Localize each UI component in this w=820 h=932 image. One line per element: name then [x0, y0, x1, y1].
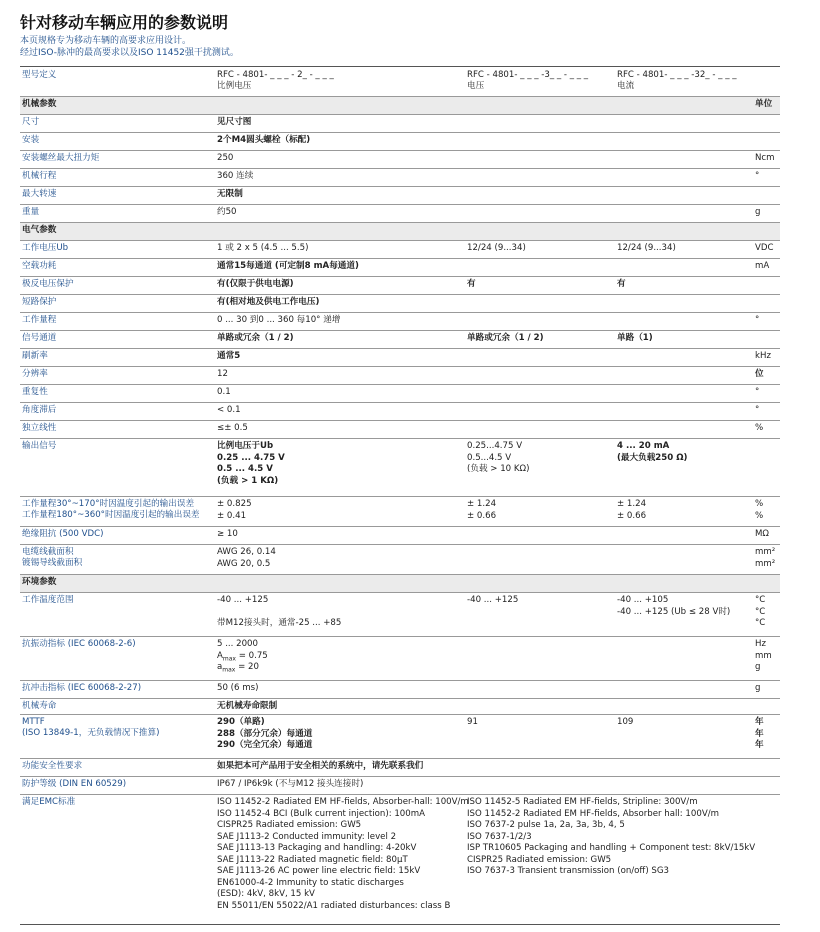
value-c1: CISPR25 Radiated emission: GW5 [217, 820, 362, 830]
row-rule [20, 758, 780, 759]
page-title: 针对移动车辆应用的参数说明 [20, 13, 229, 32]
param-label: 工作电压Ub [22, 243, 69, 253]
value-c1: 290（完全冗余）每通道 [217, 740, 313, 750]
value-c3: 有 [617, 279, 626, 289]
value-c1: IP67 / IP6k9k (不与M12 接头连接时) [217, 779, 364, 789]
section-band [20, 223, 780, 240]
value-c1: 0.1 [217, 387, 231, 397]
row-rule [20, 438, 780, 439]
row-rule [20, 714, 780, 715]
value-c2: ISP TR10605 Packaging and handling + Component test: 8kV/15kV [467, 843, 756, 853]
unit-cell: ° [755, 171, 760, 181]
value-c1: 通常5 [217, 351, 241, 361]
row-rule [20, 698, 780, 699]
value-c1: 1 或 2 x 5 (4.5 ... 5.5) [217, 243, 309, 253]
unit-cell: g [755, 207, 761, 217]
row-rule [20, 114, 780, 115]
value-c1: 360 连续 [217, 171, 254, 181]
unit-cell: ° [755, 387, 760, 397]
unit-cell: g [755, 683, 761, 693]
value-c2: CISPR25 Radiated emission: GW5 [467, 854, 612, 865]
value-c2: 12/24 (9...34) [467, 243, 526, 253]
unit-cell: 年 [755, 717, 764, 727]
row-rule [20, 186, 780, 187]
param-label: 信号通道 [22, 333, 57, 343]
unit-cell: mm² [755, 547, 776, 557]
unit-cell: 年 [755, 728, 764, 739]
unit-cell: Hz [755, 639, 766, 649]
row-rule [20, 168, 780, 169]
param-label: 安装螺丝最大扭力矩 [22, 153, 100, 163]
param-label: 绝缘阻抗 (500 VDC) [22, 529, 104, 539]
row-rule [20, 150, 780, 151]
value-c1: ISO 11452-2 Radiated EM HF-fields, Absorber-hall: 100V/m [217, 797, 469, 807]
param-label: 角度滞后 [22, 405, 57, 415]
row-rule [20, 348, 780, 349]
row-rule [20, 636, 780, 637]
value-c1: EN61000-4-2 Immunity to static discharges [217, 877, 404, 888]
param-label: 极反电压保护 [22, 279, 74, 289]
header-col3-line: 电流 [617, 81, 635, 91]
value-c2: -40 ... +125 [467, 595, 519, 605]
value-c1: 0.25 ... 4.75 V [217, 452, 285, 463]
unit-cell: mm² [755, 558, 776, 569]
table-bottom-rule [20, 924, 780, 925]
header-col1-line: 比例电压 [217, 81, 252, 91]
row-rule [20, 526, 780, 527]
param-label: 机械寿命 [22, 701, 57, 711]
param-label: 机械行程 [22, 171, 57, 181]
value-c1: 通常15每通道 (可定制8 mA每通道) [217, 261, 359, 271]
value-c2: ISO 7637-1/2/3 [467, 831, 532, 842]
value-c3: ± 0.66 [617, 510, 647, 521]
header-col1-line: RFC - 4801- _ _ _ - 2_ - _ _ _ [217, 70, 334, 80]
value-c2: 有 [467, 279, 476, 289]
value-c3: ± 1.24 [617, 499, 647, 509]
param-label: 输出信号 [22, 441, 57, 451]
value-c1: 2个M4圆头螺栓（标配) [217, 135, 311, 145]
value-c1: SAE J1113-13 Packaging and handling: 4-20kV [217, 843, 417, 853]
row-rule [20, 420, 780, 421]
section-band [20, 97, 780, 114]
header-top-rule [20, 66, 780, 67]
row-rule [20, 258, 780, 259]
param-label: 抗冲击指标 (IEC 60068-2-27) [22, 683, 142, 693]
unit-cell: °C [755, 595, 766, 605]
value-c3: 单路（1) [617, 333, 653, 343]
value-c1: 0 ... 30 到0 ... 360 每10° 递增 [217, 315, 341, 325]
param-label: (ISO 13849-1，无负载情况下推算) [22, 728, 160, 738]
unit-cell: ° [755, 315, 760, 325]
param-label: 刷新率 [22, 351, 48, 361]
value-c1: $a_{max} = 20$ [217, 662, 259, 674]
value-c1: 50 (6 ms) [217, 683, 259, 693]
unit-cell: % [755, 499, 764, 509]
param-label: 重复性 [22, 387, 48, 397]
row-rule [20, 204, 780, 205]
value-c1: 0.5 ... 4.5 V [217, 464, 273, 474]
unit-cell: 位 [755, 369, 764, 379]
param-label: 尺寸 [22, 117, 40, 127]
row-rule [20, 592, 780, 593]
row-rule [20, 496, 780, 497]
param-label: 工作量程30°~170°时因温度引起的输出误差 [22, 499, 195, 509]
value-c1: SAE J1113-26 AC power line electric field: 15kV [217, 866, 421, 876]
row-rule [20, 776, 780, 777]
value-c1: -40 ... +125 [217, 595, 269, 605]
param-label: 工作量程 [22, 315, 57, 325]
unit-cell: 单位 [755, 99, 773, 109]
param-label: 防护等级 (DIN EN 60529) [22, 779, 127, 789]
value-c1: 如果把本可产品用于安全相关的系统中，请先联系我们 [217, 761, 424, 771]
value-c1: 288（部分冗余）每通道 [217, 728, 313, 739]
param-label: 最大转速 [22, 189, 57, 199]
value-c2: ISO 7637-2 pulse 1a, 2a, 3a, 3b, 4, 5 [467, 820, 625, 830]
param-label: 满足EMC标准 [22, 797, 76, 807]
unit-cell: % [755, 423, 764, 433]
value-c3: 4 ... 20 mA [617, 441, 670, 451]
intro-line: 本页规格专为移动车辆的高要求应用设计。 [20, 36, 192, 46]
value-c2: ± 1.24 [467, 499, 497, 509]
unit-cell: mm [755, 650, 772, 661]
value-c1: 5 ... 2000 [217, 639, 258, 649]
param-label: 重量 [22, 207, 40, 217]
value-c1: AWG 26, 0.14 [217, 547, 276, 557]
value-c2: ISO 11452-5 Radiated EM HF-fields, Stripline: 300V/m [467, 797, 698, 807]
value-c1: (ESD): 4kV, 8kV, 15 kV [217, 889, 315, 899]
value-c1: 250 [217, 153, 234, 163]
unit-cell: °C [755, 618, 766, 628]
header-col3-line: RFC - 4801- _ _ _ -32_ - _ _ _ [617, 70, 737, 80]
value-c1: 单路或冗余（1 / 2) [217, 333, 294, 343]
param-label: 镀锡导线截面积 [22, 558, 83, 568]
value-c2: ± 0.66 [467, 510, 497, 521]
unit-cell: mA [755, 261, 770, 271]
value-c1: ≥ 10 [217, 529, 238, 539]
row-rule [20, 366, 780, 367]
unit-cell: g [755, 662, 761, 672]
row-rule [20, 680, 780, 681]
value-c1: 无机械寿命限制 [217, 701, 278, 711]
unit-cell: 年 [755, 740, 764, 750]
value-c3: 109 [617, 717, 634, 727]
intro-line: 经过ISO-脉冲的最高要求以及ISO 11452强干扰测试。 [20, 48, 239, 58]
value-c1: AWG 20, 0.5 [217, 558, 271, 569]
value-c2: ISO 7637-3 Transient transmission (on/off) SG3 [467, 866, 670, 876]
param-label: 分辨率 [22, 369, 48, 379]
value-c2: 0.5...4.5 V [467, 452, 512, 463]
unit-cell: Ncm [755, 153, 775, 163]
section-band [20, 575, 780, 592]
row-rule [20, 544, 780, 545]
value-c1: 带M12接头时，通常-25 ... +85 [217, 618, 342, 628]
param-label: 电缆线截面积 [22, 547, 74, 557]
param-label: 空载功耗 [22, 261, 57, 271]
section-heading: 机械参数 [22, 99, 57, 109]
value-c2: ISO 11452-2 Radiated EM HF-fields, Absorber hall: 100V/m [467, 808, 719, 819]
row-rule [20, 294, 780, 295]
unit-cell: VDC [755, 243, 774, 253]
value-c1: 无限制 [217, 189, 243, 199]
value-c1: < 0.1 [217, 405, 241, 415]
value-c1: ± 0.41 [217, 510, 247, 521]
value-c1: SAE J1113-2 Conducted immunity: level 2 [217, 831, 397, 842]
value-c1: SAE J1113-22 Radiated magnetic field: 80μT [217, 854, 408, 865]
row-rule [20, 240, 780, 241]
value-c3: 12/24 (9...34) [617, 243, 676, 253]
row-rule [20, 384, 780, 385]
param-label: 工作温度范围 [22, 595, 74, 605]
value-c1: ISO 11452-4 BCI (Bulk current injection): 100mA [217, 808, 425, 819]
unit-cell: kHz [755, 351, 771, 361]
unit-cell: % [755, 510, 764, 521]
value-c3: -40 ... +125 (Ub ≤ 28 V时) [617, 606, 731, 617]
value-c1: 有(相对地及供电工作电压) [217, 297, 320, 307]
value-c1: EN 55011/EN 55022/A1 radiated disturbances: class B [217, 900, 451, 911]
value-c1: 有(仅限于供电电源) [217, 279, 294, 289]
value-c1: ≤± 0.5 [217, 423, 248, 433]
value-c3: (最大负载250 Ω) [617, 452, 688, 463]
unit-cell: ° [755, 405, 760, 415]
section-heading: 环境参数 [22, 577, 57, 587]
param-label: 工作量程180°~360°时因温度引起的输出误差 [22, 510, 200, 520]
value-c2: 单路或冗余（1 / 2) [467, 333, 544, 343]
value-c1: 约50 [217, 207, 237, 217]
param-label: 安装 [22, 135, 40, 145]
value-c1: 比例电压于Ub [217, 441, 274, 451]
unit-cell: °C [755, 606, 766, 617]
value-c2: 0.25...4.75 V [467, 441, 523, 451]
unit-cell: MΩ [755, 529, 769, 539]
row-rule [20, 794, 780, 795]
value-c1: (负载 > 1 KΩ) [217, 475, 279, 486]
header-label: 型号定义 [22, 70, 57, 80]
section-heading: 电气参数 [22, 225, 57, 235]
row-rule [20, 402, 780, 403]
value-c1: 12 [217, 369, 228, 379]
row-rule [20, 312, 780, 313]
param-label: 抗振动指标 (IEC 60068-2-6) [22, 639, 136, 649]
header-col2-line: 电压 [467, 81, 485, 91]
header-col2-line: RFC - 4801- _ _ _ -3_ _ - _ _ _ [467, 70, 589, 80]
row-rule [20, 276, 780, 277]
value-c2: (负载 > 10 KΩ) [467, 464, 530, 474]
value-c1: $A_{max} = 0.75$ [217, 650, 268, 663]
param-label: 独立线性 [22, 423, 57, 433]
param-label: MTTF [22, 717, 45, 727]
param-label: 功能安全性要求 [22, 761, 83, 771]
row-rule [20, 132, 780, 133]
value-c1: 290（单路) [217, 717, 265, 727]
value-c1: ± 0.825 [217, 499, 252, 509]
value-c2: 91 [467, 717, 478, 727]
value-c3: -40 ... +105 [617, 595, 669, 605]
row-rule [20, 330, 780, 331]
value-c1: 见尺寸图 [217, 117, 252, 127]
param-label: 短路保护 [22, 297, 57, 307]
